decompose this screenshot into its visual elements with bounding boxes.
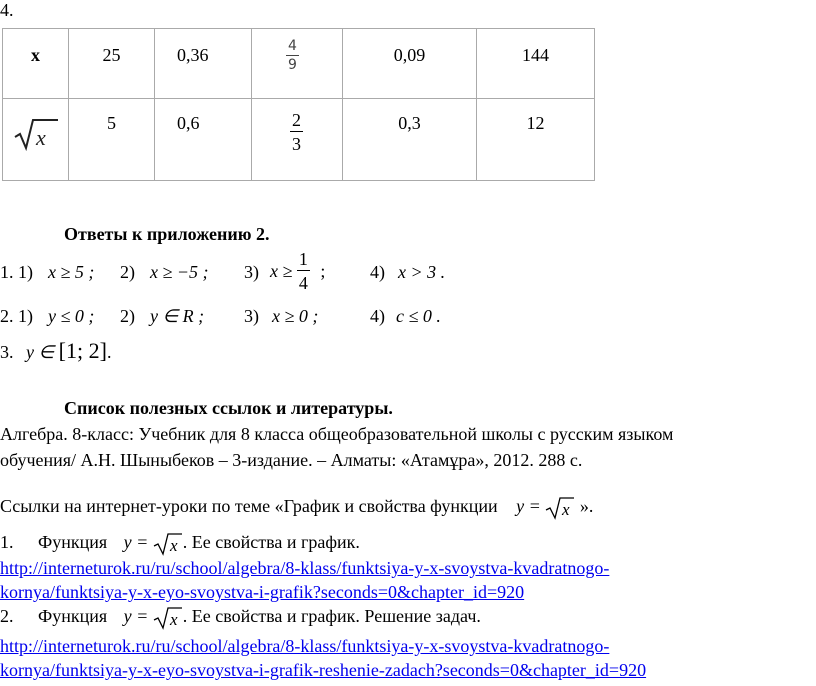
fraction-four-ninths: $\frac{4}{9}$ [288, 38, 297, 73]
lesson-1-link-line-2[interactable]: kornya/funktsiya-y-x-eyo-svoystva-i-grafik?seconds=0&chapter_id=920 [0, 582, 525, 602]
table-cell-header-x: x [3, 29, 69, 99]
lesson-2-link-line-1[interactable]: http://interneturok.ru/ru/school/algebra/8-klass/funktsiya-y-x-svoystva-kvadratnogo- [0, 636, 610, 656]
table-cell: 5 [69, 99, 155, 181]
book-citation-line-2: обучения/ А.Н. Шыныбеков – 3-издание. – Алматы: «Атамұра», 2012. 288 с. [0, 450, 583, 470]
table-row [3, 99, 595, 181]
lessons-intro: Ссылки на интернет-уроки по теме «График и свойства функции y = x ». [0, 496, 594, 519]
answer-1-3-label: 3) [244, 262, 259, 282]
answer-1-1: x ≥ 5 ; [48, 262, 95, 282]
sqrt-x-icon [153, 606, 183, 630]
fraction-one-quarter: $\frac{1}{4}$ [298, 249, 308, 293]
sqrt-x-icon [13, 117, 59, 151]
answer-1-2: x ≥ −5 ; [150, 262, 209, 282]
references-title: Список полезных ссылок и литературы. [64, 398, 393, 418]
lesson-item-2: 2. Функция y = x . Ее свойства и график. Решение задач. [0, 606, 481, 629]
task-number: 4. [0, 0, 14, 20]
answer-2-2: y ∈ R ; [150, 306, 205, 326]
answer-1-2-label: 2) [120, 262, 135, 282]
lesson-1-link-line-1[interactable]: http://interneturok.ru/ru/school/algebra/8-klass/funktsiya-y-x-svoystva-kvadratnogo- [0, 558, 610, 578]
table-cell-header-sqrt [3, 99, 69, 181]
book-citation-line-1: Алгебра. 8-класс: Учебник для 8 класса общеобразовательной школы с русским языком [0, 424, 674, 444]
answer-2-2-label: 2) [120, 306, 135, 326]
lesson-2-link-line-2[interactable]: kornya/funktsiya-y-x-eyo-svoystva-i-grafik-reshenie-zadach?seconds=0&chapter_id=920 [0, 660, 647, 680]
answer-1-4: x > 3 . [398, 262, 446, 282]
table-cell [252, 99, 343, 181]
sqrt-x-icon [153, 532, 183, 556]
answer-1-4-label: 4) [370, 262, 385, 282]
table-cell: 0,3 [343, 99, 477, 181]
svg-text:x: x [562, 500, 570, 519]
answer-2-3-label: 3) [244, 306, 259, 326]
svg-text:x: x [169, 610, 178, 629]
svg-text:x: x [169, 536, 178, 555]
table-cell: 12 [477, 99, 595, 181]
answer-line-1: 1. 1) [0, 262, 33, 282]
lesson-item-1: 1. Функция y = x . Ее свойства и график. [0, 532, 360, 555]
answer-line-2: 2. 1) [0, 306, 33, 326]
answer-line-3: 3. y ∈ [1; 2]. [0, 338, 112, 363]
answer-1-3: x ≥ $\frac{1}{4}$ ; [270, 249, 326, 293]
answer-2-4: c ≤ 0 . [396, 306, 441, 326]
table-row [3, 29, 595, 99]
table-cell: 144 [477, 29, 595, 99]
answer-2-1: y ≤ 0 ; [48, 306, 95, 326]
table-cell: 0,09 [343, 29, 477, 99]
table-cell: 25 [69, 29, 155, 99]
table-cell [252, 29, 343, 99]
answer-2-3: x ≥ 0 ; [272, 306, 319, 326]
answer-2-4-label: 4) [370, 306, 385, 326]
answers-title: Ответы к приложению 2. [64, 224, 270, 244]
sqrt-x-icon [545, 496, 575, 520]
fraction-two-thirds: $\frac{2}{3}$ [292, 110, 301, 154]
table-cell: 0,36 [155, 29, 252, 99]
svg-text:x: x [35, 125, 46, 150]
table-cell: 0,6 [155, 99, 252, 181]
values-table [2, 28, 595, 181]
